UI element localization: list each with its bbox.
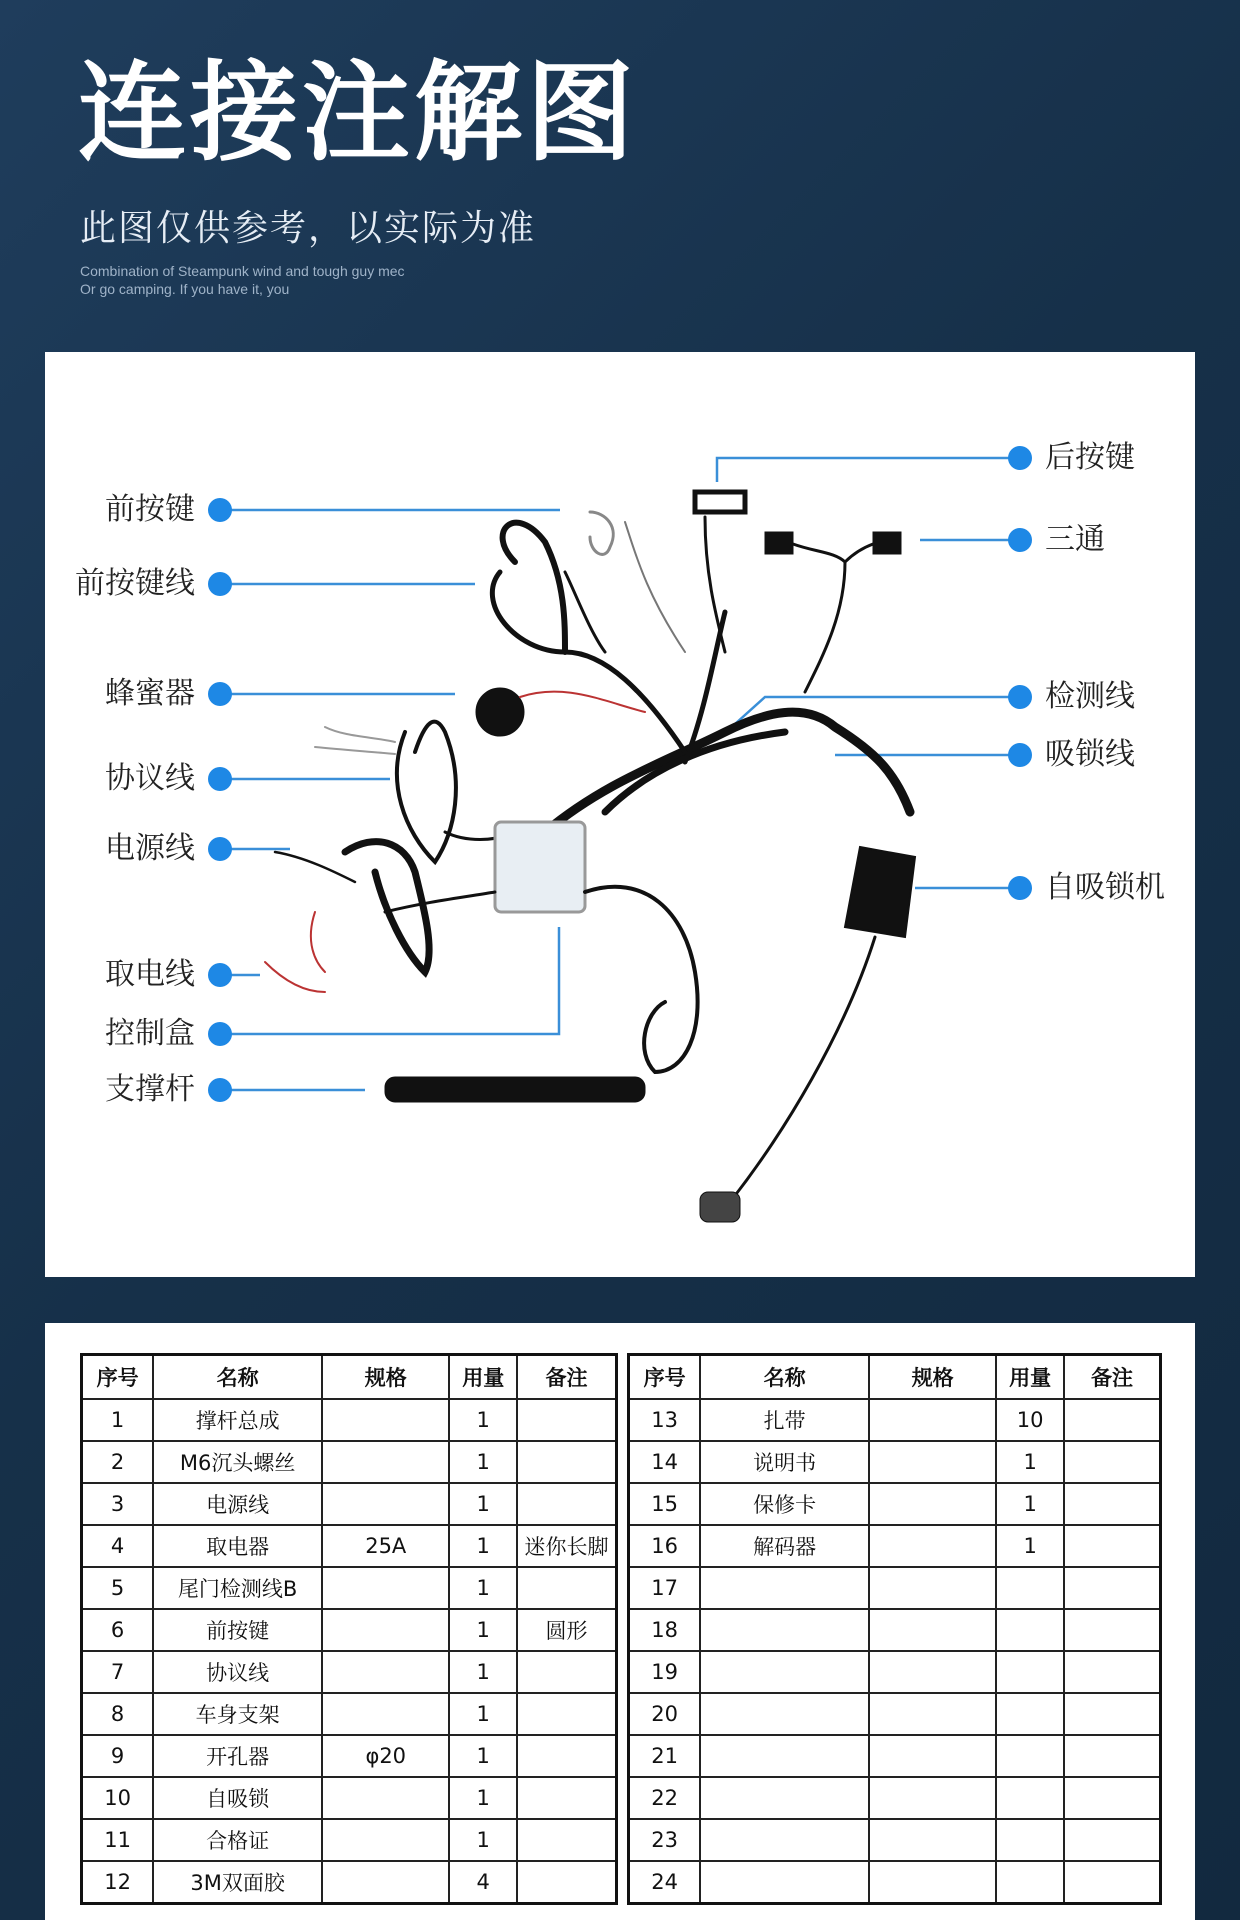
cell-qty: 1	[449, 1819, 517, 1861]
cell-note	[517, 1693, 616, 1735]
table-row	[82, 1735, 617, 1777]
cell-no: 23	[629, 1819, 701, 1861]
cell-note: 迷你长脚	[517, 1525, 616, 1567]
header-spec: 规格	[869, 1355, 996, 1400]
cell-qty: 1	[449, 1609, 517, 1651]
cell-qty	[996, 1609, 1064, 1651]
cell-note	[1064, 1819, 1161, 1861]
main-harness	[545, 712, 910, 832]
header-no: 序号	[82, 1355, 154, 1400]
dot-control-box	[208, 1022, 232, 1046]
english-line-1: Combination of Steampunk wind and tough guy mec	[80, 263, 405, 279]
cell-no: 7	[82, 1651, 154, 1693]
dot-protocol-wire	[208, 767, 232, 791]
cell-spec	[869, 1525, 996, 1567]
cell-no: 24	[629, 1861, 701, 1904]
cell-no: 10	[82, 1777, 154, 1819]
cell-spec	[322, 1777, 449, 1819]
cell-name: 自吸锁	[153, 1777, 322, 1819]
cell-spec	[322, 1609, 449, 1651]
cell-spec	[869, 1483, 996, 1525]
cell-no: 3	[82, 1483, 154, 1525]
cell-name	[700, 1777, 869, 1819]
cell-spec	[869, 1693, 996, 1735]
cell-qty	[996, 1819, 1064, 1861]
cell-no: 6	[82, 1609, 154, 1651]
cell-name	[700, 1861, 869, 1904]
parts-list	[45, 1323, 1195, 1920]
cell-spec	[869, 1441, 996, 1483]
dot-strut	[208, 1078, 232, 1102]
cell-note	[1064, 1399, 1161, 1441]
cell-name	[700, 1819, 869, 1861]
cell-qty: 1	[449, 1777, 517, 1819]
cell-no: 2	[82, 1441, 154, 1483]
label-buzzer: 蜂蜜器	[105, 676, 195, 711]
header-qty: 用量	[449, 1355, 517, 1400]
cell-name: 保修卡	[700, 1483, 869, 1525]
label-lock-wire: 吸锁线	[1045, 737, 1135, 772]
table-row	[82, 1483, 617, 1525]
cell-spec	[322, 1819, 449, 1861]
page-subtitle: 此图仅供参考，以实际为准	[80, 208, 537, 249]
cell-no: 12	[82, 1861, 154, 1904]
table-row	[629, 1399, 1161, 1441]
cell-name: 说明书	[700, 1441, 869, 1483]
label-rear-button: 后按键	[1045, 440, 1135, 475]
cell-spec	[869, 1861, 996, 1904]
dot-power-wire	[208, 837, 232, 861]
left-callout-dots	[208, 498, 232, 1102]
dot-tee	[1008, 528, 1032, 552]
cell-name	[700, 1567, 869, 1609]
cell-note	[517, 1441, 616, 1483]
cell-note	[517, 1735, 616, 1777]
dot-suction-lock	[1008, 876, 1032, 900]
parts-table-left	[80, 1353, 618, 1905]
table-row	[629, 1483, 1161, 1525]
table-row	[82, 1525, 617, 1567]
callout-line-rear-button	[717, 458, 1020, 482]
label-strut: 支撑杆	[105, 1072, 195, 1107]
header-spec: 规格	[322, 1355, 449, 1400]
cell-qty: 1	[449, 1441, 517, 1483]
label-suction-lock: 自吸锁机	[1045, 870, 1165, 905]
table-header-row	[82, 1355, 617, 1400]
cell-qty: 1	[996, 1441, 1064, 1483]
table-row	[629, 1651, 1161, 1693]
table-row	[82, 1441, 617, 1483]
cell-no: 17	[629, 1567, 701, 1609]
cell-no: 1	[82, 1399, 154, 1441]
cell-spec	[869, 1651, 996, 1693]
cell-name: 扎带	[700, 1399, 869, 1441]
cell-no: 15	[629, 1483, 701, 1525]
cell-spec: 25A	[322, 1525, 449, 1567]
cell-name: 协议线	[153, 1651, 322, 1693]
suction-lock-illustration	[845, 847, 915, 937]
cell-no: 14	[629, 1441, 701, 1483]
label-protocol-wire: 协议线	[105, 761, 195, 796]
cell-spec	[869, 1399, 996, 1441]
cell-spec	[869, 1777, 996, 1819]
cell-note	[517, 1651, 616, 1693]
label-front-button: 前按键	[105, 492, 195, 527]
cell-note	[1064, 1651, 1161, 1693]
table-row	[629, 1819, 1161, 1861]
header-qty: 用量	[996, 1355, 1064, 1400]
cell-spec	[322, 1693, 449, 1735]
cell-name: 前按键	[153, 1609, 322, 1651]
dot-rear-button	[1008, 446, 1032, 470]
cell-qty: 1	[449, 1735, 517, 1777]
cell-spec	[869, 1609, 996, 1651]
cell-name: 3M双面胶	[153, 1861, 322, 1904]
cell-name: 开孔器	[153, 1735, 322, 1777]
cell-note	[1064, 1777, 1161, 1819]
cell-note	[1064, 1735, 1161, 1777]
cell-spec: φ20	[322, 1735, 449, 1777]
header-name: 名称	[700, 1355, 869, 1400]
cell-name: 取电器	[153, 1525, 322, 1567]
callout-line-control-box	[220, 927, 559, 1034]
label-tap-wire: 取电线	[105, 957, 195, 992]
cell-qty: 10	[996, 1399, 1064, 1441]
table-row	[629, 1693, 1161, 1735]
cell-note: 圆形	[517, 1609, 616, 1651]
cell-spec	[869, 1819, 996, 1861]
header-name: 名称	[153, 1355, 322, 1400]
strut-illustration	[385, 1077, 645, 1102]
cell-note	[1064, 1567, 1161, 1609]
table-row	[629, 1441, 1161, 1483]
cell-note	[1064, 1861, 1161, 1904]
cell-name	[700, 1693, 869, 1735]
table-row	[629, 1861, 1161, 1904]
cell-name: 撑杆总成	[153, 1399, 322, 1441]
cell-name	[700, 1609, 869, 1651]
cell-note	[517, 1483, 616, 1525]
table-row	[82, 1651, 617, 1693]
right-callout-lines	[717, 458, 1020, 888]
wiring-diagram	[45, 352, 1195, 1277]
cell-note	[1064, 1609, 1161, 1651]
cell-spec	[322, 1567, 449, 1609]
cell-note	[517, 1819, 616, 1861]
cell-spec	[322, 1651, 449, 1693]
header-note: 备注	[517, 1355, 616, 1400]
table-row	[629, 1567, 1161, 1609]
cell-qty: 1	[996, 1483, 1064, 1525]
cell-name: M6沉头螺丝	[153, 1441, 322, 1483]
cell-name: 尾门检测线B	[153, 1567, 322, 1609]
wiring-diagram-graphic	[45, 352, 1195, 1277]
dot-lock-wire	[1008, 743, 1032, 767]
page-title: 连接注解图	[78, 51, 639, 176]
cell-no: 16	[629, 1525, 701, 1567]
cell-name: 电源线	[153, 1483, 322, 1525]
control-box-illustration	[495, 822, 585, 912]
cell-qty: 1	[449, 1693, 517, 1735]
dot-tap-wire	[208, 963, 232, 987]
table-header-row	[629, 1355, 1161, 1400]
english-caption	[80, 262, 405, 298]
cell-qty: 1	[449, 1525, 517, 1567]
cell-note	[1064, 1525, 1161, 1567]
table-row	[629, 1525, 1161, 1567]
cell-note	[517, 1777, 616, 1819]
label-tee: 三通	[1045, 522, 1105, 557]
header-note: 备注	[1064, 1355, 1161, 1400]
parts-table-right	[627, 1353, 1162, 1905]
cell-note	[517, 1567, 616, 1609]
cell-qty: 1	[449, 1483, 517, 1525]
dot-buzzer	[208, 682, 232, 706]
cell-spec	[869, 1735, 996, 1777]
cell-qty	[996, 1567, 1064, 1609]
table-row	[82, 1609, 617, 1651]
cell-qty: 1	[449, 1399, 517, 1441]
table-row	[82, 1861, 617, 1904]
cell-name	[700, 1651, 869, 1693]
cell-no: 18	[629, 1609, 701, 1651]
cell-no: 4	[82, 1525, 154, 1567]
table-row	[82, 1777, 617, 1819]
english-line-2: Or go camping. If you have it, you	[80, 281, 290, 297]
cell-no: 19	[629, 1651, 701, 1693]
dot-front-button	[208, 498, 232, 522]
table-row	[82, 1399, 617, 1441]
table-row	[629, 1735, 1161, 1777]
cell-no: 11	[82, 1819, 154, 1861]
cell-qty	[996, 1735, 1064, 1777]
label-detect-wire: 检测线	[1045, 679, 1135, 714]
cell-no: 8	[82, 1693, 154, 1735]
cell-name: 车身支架	[153, 1693, 322, 1735]
cell-qty: 1	[996, 1525, 1064, 1567]
cell-spec	[322, 1441, 449, 1483]
cell-note	[517, 1861, 616, 1904]
cell-qty	[996, 1777, 1064, 1819]
cell-no: 13	[629, 1399, 701, 1441]
cell-note	[1064, 1693, 1161, 1735]
dot-front-button-wire	[208, 572, 232, 596]
cell-qty	[996, 1861, 1064, 1904]
cell-no: 5	[82, 1567, 154, 1609]
label-front-button-wire: 前按键线	[75, 566, 195, 601]
cell-spec	[322, 1483, 449, 1525]
harness-illustration	[265, 492, 915, 1222]
cell-qty	[996, 1651, 1064, 1693]
table-row	[629, 1609, 1161, 1651]
cell-qty: 1	[449, 1567, 517, 1609]
cell-spec	[869, 1567, 996, 1609]
cell-name: 合格证	[153, 1819, 322, 1861]
cell-note	[1064, 1441, 1161, 1483]
cell-qty: 4	[449, 1861, 517, 1904]
table-row	[629, 1777, 1161, 1819]
dot-detect-wire	[1008, 685, 1032, 709]
left-callout-lines	[220, 510, 560, 1090]
cell-qty	[996, 1693, 1064, 1735]
table-row	[82, 1693, 617, 1735]
table-row	[82, 1567, 617, 1609]
header-no: 序号	[629, 1355, 701, 1400]
label-power-wire: 电源线	[105, 831, 195, 866]
cell-spec	[322, 1399, 449, 1441]
cell-qty: 1	[449, 1651, 517, 1693]
cell-no: 9	[82, 1735, 154, 1777]
cell-no: 20	[629, 1693, 701, 1735]
right-callout-dots	[1008, 446, 1032, 900]
cell-no: 21	[629, 1735, 701, 1777]
cell-note	[517, 1399, 616, 1441]
cell-spec	[322, 1861, 449, 1904]
cell-no: 22	[629, 1777, 701, 1819]
label-control-box: 控制盒	[105, 1016, 195, 1051]
cell-name	[700, 1735, 869, 1777]
cell-name: 解码器	[700, 1525, 869, 1567]
cell-note	[1064, 1483, 1161, 1525]
table-row	[82, 1819, 617, 1861]
